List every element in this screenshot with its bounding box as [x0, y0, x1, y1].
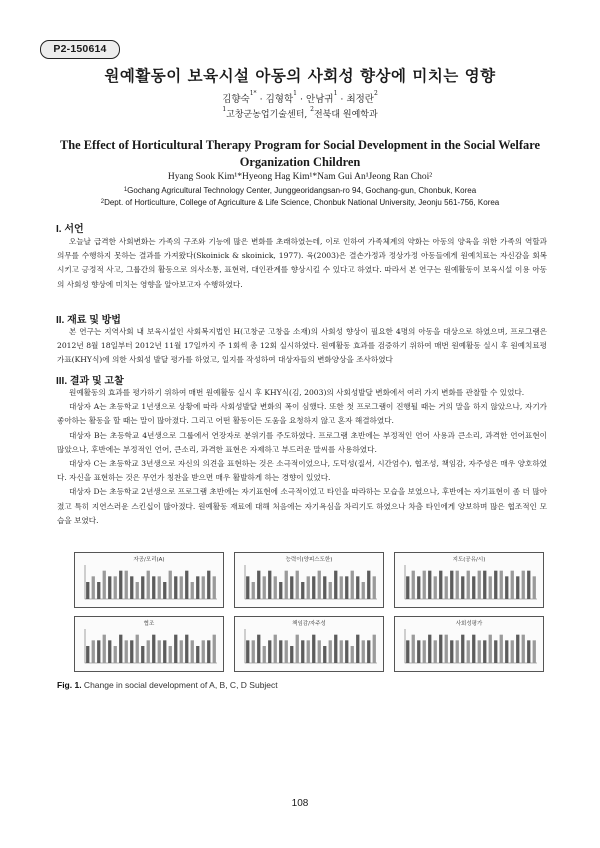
panel-bar [439, 635, 442, 663]
panel-bar [252, 582, 255, 599]
panel-bar [119, 571, 122, 599]
panel-bar [406, 576, 409, 599]
panel-title: 능력이(양피스도한) [285, 557, 333, 563]
panel-bar [511, 640, 514, 663]
panel-bar [141, 646, 144, 663]
panel-bar [489, 635, 492, 663]
panel-bar [169, 646, 172, 663]
panel-title: 책임감/자주성 [292, 621, 326, 627]
panel-bar [158, 576, 161, 599]
panel-bar [505, 640, 508, 663]
affil-sup: 1 [123, 187, 128, 193]
panel-bar [516, 635, 519, 663]
panel-bar [307, 576, 310, 599]
panel-bar [461, 635, 464, 663]
english-authors: Hyang Sook Kim¹*Hyeong Hag Kim¹*Nam Gui An¹Jeong Ran Choi² [167, 172, 433, 182]
section-body-results [57, 386, 547, 528]
panel-bar [246, 640, 249, 663]
panel-bar [312, 635, 315, 663]
panel-bar [367, 640, 370, 663]
paragraph: 대상자 D는 초등학교 2년생으로 프로그램 초반에는 자기표현에 소극적이었고 타인을 따라하는 모습을 보였으나, 후반에는 자기표현이 좀 더 많아졌고 특히 지연스러운 스킨십이 많아졌다. 원예활동 재료에 대해 처음에는 자기욕심을 차리기도 하였으나 차츰 타인에게 양보하며 많은 협조적인 모습을 보였다. [57, 487, 547, 525]
panel-bar [428, 571, 431, 599]
panel-bar [301, 582, 304, 599]
panel-bar [334, 571, 337, 599]
panel-bar [86, 582, 89, 599]
panel-bar [417, 576, 420, 599]
panel-bar [450, 571, 453, 599]
panel-bar [522, 635, 525, 663]
panel-bar [494, 571, 497, 599]
affil-text: Gochang Agricultural Technology Center, Junggeoridangsan-ro 94, Gochang-gun, Chonbuk, Korea [127, 186, 477, 195]
panel-bar [478, 640, 481, 663]
panel-bar [180, 576, 183, 599]
korean-authors: 김향숙$^{1*}$ · 김형학$^1$ · 안남귀$^1$ · 최정란$^2$ [222, 90, 378, 105]
paragraph: 원예활동의 효과를 평가하기 위하여 매번 원예활동 실시 후 KHY식(김, 2003)의 사회성발달 변화에서 여러 가지 변화를 관찰할 수 있었다. [69, 388, 525, 397]
author-sup: 2 [373, 90, 378, 97]
panel-bar [290, 576, 293, 599]
panel-bar [130, 640, 133, 663]
panel-bar [103, 635, 106, 663]
panel-bar [268, 640, 271, 663]
panel-bar [312, 576, 315, 599]
caption-label: Fig. 1. [57, 680, 82, 690]
panel-bar [329, 640, 332, 663]
panel-bar [461, 576, 464, 599]
panel-bar [351, 571, 354, 599]
panel-bar [334, 635, 337, 663]
author-name: 안남귀 [306, 94, 334, 105]
author-name: 김형학 [265, 94, 294, 105]
panel-bar [356, 576, 359, 599]
panel-bar [345, 576, 348, 599]
panel-bar [196, 646, 199, 663]
panel-bar [125, 640, 128, 663]
panel-bar [252, 640, 255, 663]
panel-bar [516, 576, 519, 599]
panel-bar [92, 576, 95, 599]
panel-bar [489, 576, 492, 599]
panel-bar [152, 576, 155, 599]
panel-bar [472, 635, 475, 663]
panel-bar [318, 571, 321, 599]
affil-text: 전북대 원예학과 [313, 110, 378, 120]
panel-bar [174, 635, 177, 663]
panel-bar [114, 646, 117, 663]
panel-bar [119, 635, 122, 663]
panel-bar [456, 640, 459, 663]
panel-bar [511, 571, 514, 599]
panel-title: 협조 [143, 621, 155, 627]
figure-panel [234, 552, 384, 608]
panel-bar [450, 640, 453, 663]
author-sup: 1 [333, 90, 338, 97]
panel-bar [207, 640, 210, 663]
panel-bar [130, 576, 133, 599]
panel-bar [351, 646, 354, 663]
panel-bar [367, 571, 370, 599]
panel-bar [301, 640, 304, 663]
author-name: 김향숙 [222, 94, 250, 105]
caption-text: Change in social development of A, B, C, D Subject [81, 680, 278, 690]
panel-bar [500, 571, 503, 599]
korean-title: 원예활동이 보육시설 아동의 사회성 향상에 미치는 영향 [104, 66, 496, 85]
section-body-methods [57, 325, 547, 368]
panel-title: 지도(공유/시) [452, 557, 486, 563]
panel-bar [296, 571, 299, 599]
panel-bar [185, 635, 188, 663]
section-heading-results: III. 결과 및 고찰 [56, 376, 124, 387]
panel-bar [202, 640, 205, 663]
panel-bar [207, 571, 210, 599]
panel-bar [103, 571, 106, 599]
affil-text: 고창군농업기술센터, [226, 110, 311, 120]
panel-bar [522, 571, 525, 599]
panel-bar [373, 635, 376, 663]
panel-bar [141, 576, 144, 599]
panel-bar [345, 640, 348, 663]
panel-bar [147, 640, 150, 663]
panel-bar [169, 571, 172, 599]
panel-bar [191, 640, 194, 663]
panel-bar [323, 576, 326, 599]
panel-bar [434, 576, 437, 599]
panel-bar [97, 582, 100, 599]
section-heading-introduction: I. 서언 [56, 224, 84, 235]
section-heading-methods: II. 재료 및 방법 [56, 315, 121, 326]
panel-bar [163, 582, 166, 599]
panel-bar [500, 635, 503, 663]
paragraph: 대상자 C는 초등학교 3년생으로 자신의 의견을 표현하는 것은 소극적이었으나, 도덕성(질서, 시간엄수), 협조성, 책임감, 자주성은 매우 양호하였다. 자신을 표현하는 것은 무언가 칭찬을 받으면 매우 활발하게 하는 경향이 있었다. [57, 459, 547, 483]
section-body-introduction [57, 235, 547, 292]
panel-bar [527, 571, 530, 599]
panel-bar [290, 646, 293, 663]
panel-bar [158, 640, 161, 663]
affil-sup: 2 [310, 106, 314, 113]
english-title: The Effect of Horticultural Therapy Program for Social Development in the Social Welfare Organization Children [60, 138, 540, 169]
paragraph: 오늘날 급격한 사회변화는 가족의 구조와 기능에 많은 변화를 초래하였는데, 이로 인하여 가족체계의 약화는 아동의 양육을 위한 가족의 역할과 의무를 수행하지 못하는 결과를 가져왔다(Skoinick & skoinick, 1977). 육(2003)은 결손가정과 정상가정 아동들에게 원예치료는 자신감을 회복시키고 긍정적 사고, 그룹간의 활동으로 의사소통, 표현력, 대인관계를 향상시킬 수 있다고 하였다. 따라서 본 연구는 원예활동이 보육시설 이용 아동의 사회성 향상에 미치는 영향을 알아보고자 수행하였다. [57, 237, 547, 289]
session-badge: P2-150614 [40, 40, 120, 59]
figure-panel [74, 616, 224, 672]
figure-panel [234, 616, 384, 672]
panel-bar [445, 576, 448, 599]
panel-bar [152, 635, 155, 663]
panel-bar [274, 635, 277, 663]
panel-bar [356, 635, 359, 663]
panel-bar [257, 635, 260, 663]
panel-bar [412, 571, 415, 599]
panel-bar [340, 576, 343, 599]
panel-bar [478, 571, 481, 599]
panel-bar [527, 640, 530, 663]
figure-panel [394, 616, 544, 672]
panel-bar [340, 640, 343, 663]
panel-bar [174, 576, 177, 599]
panel-bar [97, 640, 100, 663]
panel-bar [472, 576, 475, 599]
panel-bar [191, 582, 194, 599]
panel-bar [136, 582, 139, 599]
panel-bar [412, 635, 415, 663]
author-name: 최정란 [346, 94, 374, 105]
author-sup: 1* [249, 90, 257, 97]
panel-bar [285, 571, 288, 599]
panel-bar [467, 640, 470, 663]
panel-bar [136, 635, 139, 663]
panel-bar [456, 571, 459, 599]
panel-bar [445, 635, 448, 663]
figure-caption [57, 680, 278, 690]
panel-bar [323, 646, 326, 663]
panel-bar [213, 635, 216, 663]
panel-bar [279, 640, 282, 663]
panel-bar [246, 576, 249, 599]
panel-bar [362, 582, 365, 599]
panel-bar [296, 635, 299, 663]
panel-bar [373, 576, 376, 599]
panel-bar [423, 571, 426, 599]
korean-affiliations [0, 107, 600, 120]
panel-bar [533, 576, 536, 599]
affil-sup: 2 [100, 199, 105, 205]
english-affiliations [20, 185, 580, 209]
panel-bar [483, 571, 486, 599]
panel-bar [108, 640, 111, 663]
panel-title: 자공/모리(A) [133, 557, 165, 563]
panel-bar [268, 571, 271, 599]
panel-bar [163, 640, 166, 663]
figure-1 [72, 552, 546, 676]
paragraph: 본 연구는 지역사회 내 보육시설인 사회복지법인 H(고창군 고창읍 소재)의 사회성 향상이 필요한 4명의 아동을 대상으로 하였으며, 프로그램은 2012년 8월 18일부터 2012년 11월 17일까지 주 1회씩 총 12회 실시하였다. 원예활동 효과를 검증하기 위하여 매번 원예활동 실시 후 원예치료평가표(KHY식)에 의한 사회성 발달 평가를 하였고, 일지를 작성하여 대상자들의 변화양상을 조사하였다 [57, 327, 547, 365]
panel-bar [417, 640, 420, 663]
panel-bar [86, 646, 89, 663]
panel-bar [196, 576, 199, 599]
panel-bar [213, 576, 216, 599]
figure-panel [394, 552, 544, 608]
panel-bar [329, 582, 332, 599]
panel-bar [263, 576, 266, 599]
panel-bar [434, 640, 437, 663]
affil-text: Dept. of Horticulture, College of Agriculture & Life Science, Chonbuk National University, Jeonju 561-756, Korea [104, 198, 500, 207]
panel-bar [533, 640, 536, 663]
figure-panel [74, 552, 224, 608]
panel-bar [285, 640, 288, 663]
panel-bar [92, 640, 95, 663]
panel-bar [202, 576, 205, 599]
panel-bar [180, 640, 183, 663]
panel-bar [483, 640, 486, 663]
panel-bar [257, 571, 260, 599]
panel-bar [439, 571, 442, 599]
panel-bar [114, 576, 117, 599]
panel-bar [406, 640, 409, 663]
panel-title: 사회성평가 [455, 621, 483, 627]
page-number: 108 [291, 798, 309, 809]
panel-bar [279, 582, 282, 599]
author-sup: 1 [293, 90, 297, 97]
panel-bar [274, 576, 277, 599]
paragraph: 대상자 B는 초등학교 4년생으로 그룹에서 연장자로 분위기를 주도하였다. 프로그램 초반에는 부정적인 언어 사용과 큰소리, 과격한 언어표현이 많았으나, 후반에는 부정적인 언어, 큰소리, 과격한 표현은 자제하고 부드러운 말씨를 사용하였다. [57, 430, 547, 454]
panel-bar [467, 571, 470, 599]
panel-bar [428, 635, 431, 663]
affil-sup: 1 [222, 106, 227, 113]
panel-bar [263, 646, 266, 663]
panel-bar [125, 571, 128, 599]
panel-bar [362, 640, 365, 663]
panel-bar [307, 640, 310, 663]
panel-bar [505, 576, 508, 599]
panel-bar [494, 640, 497, 663]
paragraph: 대상자 A는 초등학교 1년생으로 상황에 따라 사회성발달 변화의 폭이 심했다. 또한 첫 프로그램이 진행될 때는 거의 말을 하지 않았으나, 자기가 좋아하는 활동을 할 때는 말이 많아졌다. 그리고 어떤 활동이든 도움을 요청하지 않고 혼자 해결하였다. [57, 402, 547, 426]
panel-bar [147, 571, 150, 599]
panel-bar [423, 640, 426, 663]
panel-bar [185, 571, 188, 599]
panel-bar [108, 576, 111, 599]
panel-bar [318, 640, 321, 663]
